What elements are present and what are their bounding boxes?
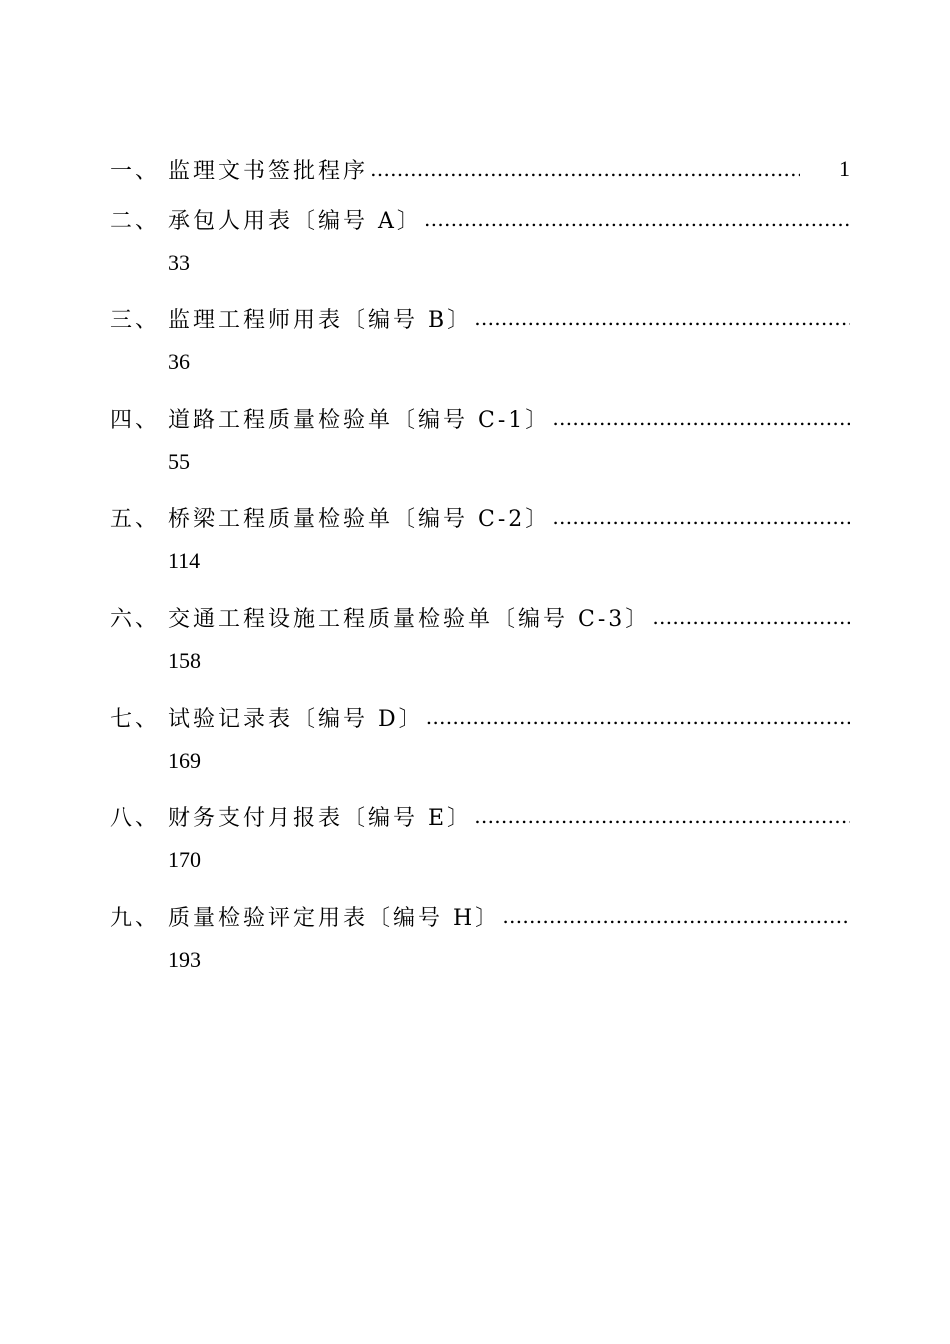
toc-entry-number: 九、 <box>110 905 161 931</box>
toc-entry-number: 五、 <box>110 506 161 532</box>
toc-entry-page: 55 <box>168 449 190 474</box>
toc-entry-number: 四、 <box>110 407 161 433</box>
dot-leader <box>472 804 850 828</box>
dot-leader <box>422 207 850 231</box>
toc-entry-page: 114 <box>168 548 201 573</box>
toc-entry-number: 二、 <box>110 208 161 234</box>
toc-entry-title: 财务支付月报表〔编号 E〕 <box>168 805 473 831</box>
dot-leader <box>500 904 850 928</box>
dot-leader <box>472 306 850 330</box>
toc-entry-page: 169 <box>168 748 201 773</box>
toc-entry-page: 158 <box>168 648 201 673</box>
toc-entry-page: 33 <box>168 250 190 275</box>
toc-entry-title: 监理工程师用表〔编号 B〕 <box>168 307 473 333</box>
toc-entry[interactable] <box>110 202 850 302</box>
dot-leader <box>550 406 850 430</box>
toc-entry[interactable] <box>110 700 850 800</box>
toc-entry[interactable] <box>110 600 850 700</box>
toc-entry-title: 监理文书签批程序 <box>168 158 369 184</box>
toc-entry[interactable] <box>110 799 850 899</box>
toc-entry-number: 一、 <box>110 158 161 184</box>
toc-entry-page: 170 <box>168 847 201 872</box>
toc-entry-number: 三、 <box>110 307 161 333</box>
toc-entry-number: 六、 <box>110 606 161 632</box>
toc-entry-number: 七、 <box>110 706 161 732</box>
toc-entry[interactable] <box>110 301 850 401</box>
toc-entry-title: 桥梁工程质量检验单〔编号 C-2〕 <box>168 506 551 532</box>
toc-entry-title: 质量检验评定用表〔编号 H〕 <box>168 905 501 931</box>
toc-entry-title: 交通工程设施工程质量检验单〔编号 C-3〕 <box>168 606 651 632</box>
toc-entry-title: 试验记录表〔编号 D〕 <box>168 706 424 732</box>
toc-entry-title: 承包人用表〔编号 A〕 <box>168 208 422 234</box>
toc-entry-page: 193 <box>168 947 201 972</box>
toc-entry-page: 36 <box>168 349 190 374</box>
toc-entry-number: 八、 <box>110 805 161 831</box>
toc-entry[interactable] <box>110 899 850 999</box>
dot-leader <box>650 605 850 629</box>
toc-entry[interactable] <box>110 401 850 501</box>
dot-leader <box>368 157 800 181</box>
toc-entry-title: 道路工程质量检验单〔编号 C-1〕 <box>168 407 551 433</box>
toc-entry-page: 1 <box>839 156 850 181</box>
dot-leader <box>424 705 850 729</box>
dot-leader <box>550 505 850 529</box>
toc-entry[interactable] <box>110 500 850 600</box>
